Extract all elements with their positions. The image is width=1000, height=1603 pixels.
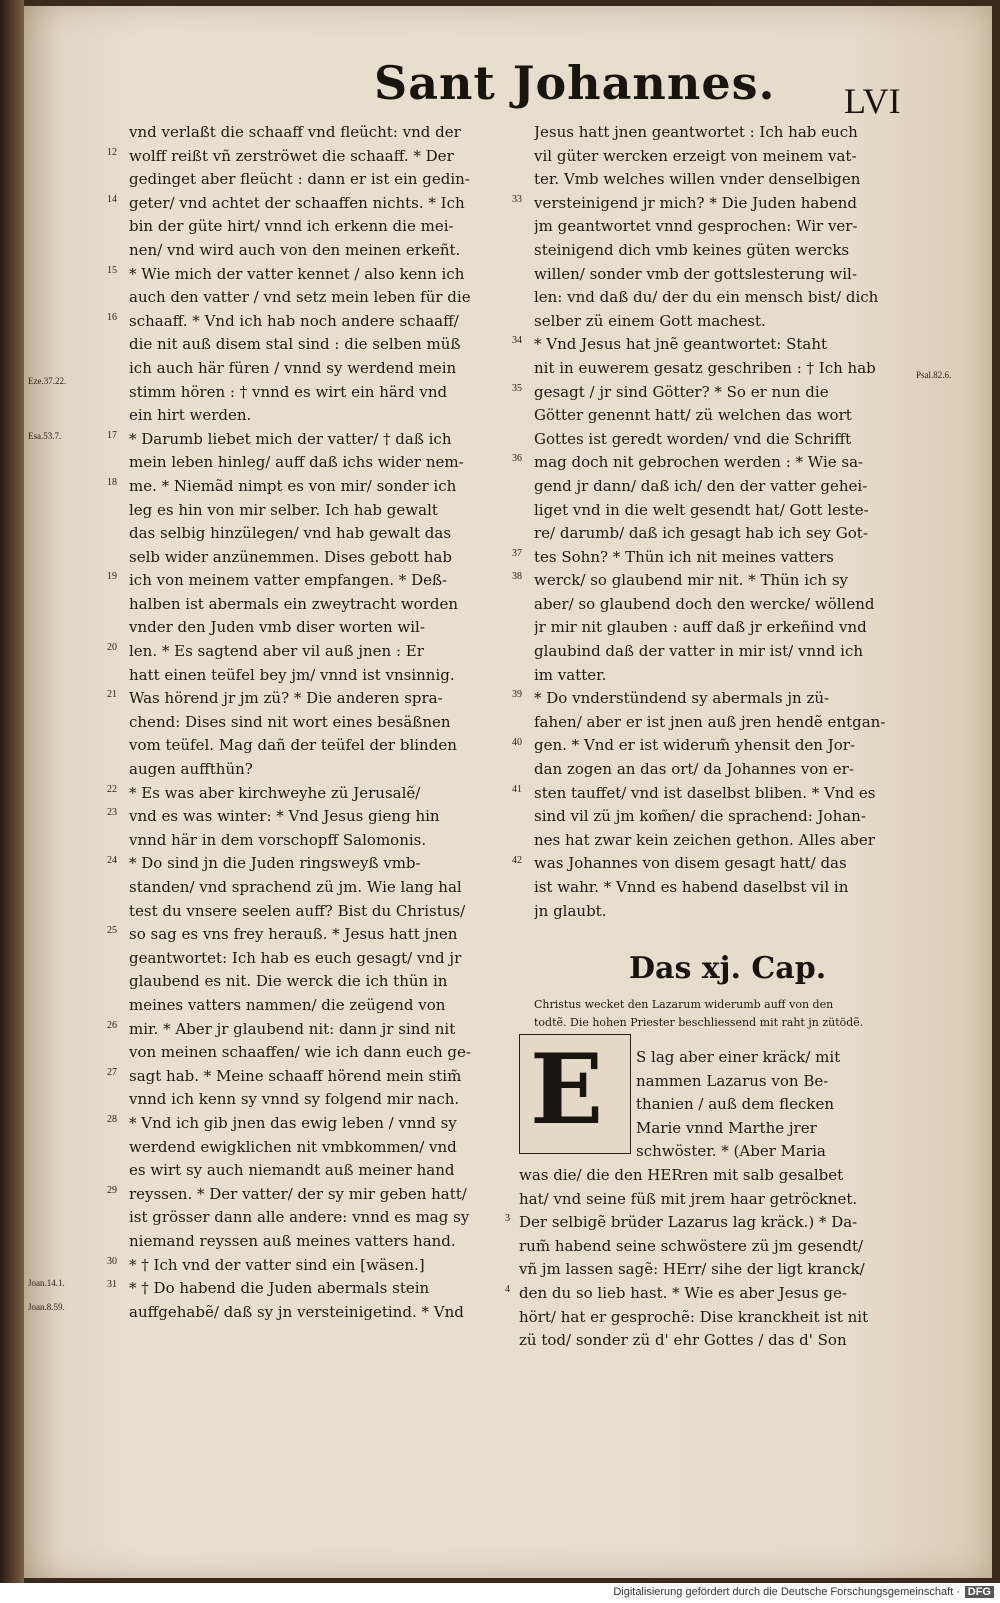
text-line: vnd es was winter: * Vnd Jesus gieng hin (129, 807, 440, 826)
text-line: stimm hören : † vnnd es wirt ein härd vnd (129, 382, 448, 401)
verse-number: 41 (512, 783, 522, 795)
margin-reference: Esa.53.7. (28, 431, 62, 441)
text-line: gend jr dann/ daß ich/ den der vatter gehei- (534, 476, 868, 495)
text-line: vnnd här in dem vorschopff Salomonis. (129, 830, 427, 849)
text-line: rum̃ habend seine schwöstere zü jm gesendt/ (519, 1236, 864, 1255)
running-title: Sant Johannes. (374, 56, 776, 110)
verse-number: 3 (505, 1213, 510, 1225)
verse-number: 36 (512, 453, 522, 465)
text-line: ist grösser dann alle andere: vnnd es mag sy (129, 1208, 470, 1227)
text-line: geter/ vnd achtet der schaaffen nichts. * Ich (129, 193, 465, 212)
text-line: hört/ hat er gesprochẽ: Dise kranckheit ist nit (519, 1307, 869, 1326)
text-line: niemand reyssen auß meines vatters hand. (129, 1231, 456, 1250)
chapter-summary-line: todtẽ. Die hohen Priester beschliessend mit raht jn zütödẽ. (534, 1016, 864, 1029)
text-line: werdend ewigklichen nit vmbkommen/ vnd (129, 1137, 457, 1156)
text-line: vñ jm lassen sagẽ: HErr/ sihe der ligt kranck/ (519, 1260, 865, 1279)
text-line: nen/ vnd wird auch von den meinen erkeñt. (129, 240, 461, 259)
text-line: ich von meinem vatter empfangen. * Deß- (129, 571, 448, 590)
text-line: glaubend es nit. Die werck die ich thün in (129, 972, 448, 991)
verse-number: 40 (512, 736, 522, 748)
folio-number: LVI (844, 81, 901, 121)
text-line: ter. Vmb welches willen vnder denselbigen (534, 170, 861, 189)
text-line: standen/ vnd sprachend zü jm. Wie lang hal (129, 878, 462, 896)
text-line: hatt einen teüfel bey jm/ vnnd ist vnsinnig. (129, 665, 455, 684)
chapter-summary (534, 996, 909, 1032)
text-line: Götter genennt hatt/ zü welchen das wort (534, 406, 852, 425)
text-line: jr mir nit glauben : auff daß jr erkeñind vnd (534, 618, 867, 637)
verse-number: 14 (107, 193, 117, 205)
text-line: nammen Lazarus von Be- (636, 1071, 829, 1090)
text-line: me. * Niemãd nimpt es von mir/ sonder ich (129, 476, 457, 495)
text-line: was Johannes von disem gesagt hatt/ das (534, 854, 847, 873)
text-line: vom teüfel. Mag dañ der teüfel der blinden (129, 736, 457, 755)
text-line: meines vatters nammen/ die zeügend von (129, 995, 446, 1014)
text-line: den du so lieb hast. * Wie es aber Jesus ge- (519, 1283, 847, 1302)
text-line: so sag es vns frey herauß. * Jesus hatt jnen (129, 925, 458, 944)
text-line: * † Ich vnd der vatter sind ein [wäsen.] (129, 1255, 425, 1274)
text-line: vnnd ich kenn sy vnnd sy folgend mir nach. (129, 1090, 460, 1109)
text-line: Jesus hatt jnen geantwortet : Ich hab euch (534, 123, 858, 141)
text-line: Was hörend jr jm zü? * Die anderen spra- (129, 689, 443, 708)
text-line: gen. * Vnd er ist widerum̃ yhensit den Jor- (534, 736, 856, 755)
text-line: das selbig hinzülegen/ vnd hab gewalt das (129, 524, 452, 543)
margin-reference: Psal.82.6. (916, 370, 952, 380)
text-line: auffgehabẽ/ daß sy jn versteinigetind. * Vnd (129, 1302, 464, 1321)
verse-number: 23 (107, 807, 117, 819)
text-line: im vatter. (534, 665, 607, 684)
text-line: liget vnd in die welt gesendt hat/ Gott leste- (534, 500, 869, 519)
dfg-logo: DFG (965, 1586, 994, 1598)
text-line: sagt hab. * Meine schaaff hörend mein stim̃ (129, 1066, 462, 1085)
text-line: jm geantwortet vnnd gesprochen: Wir ver- (534, 217, 858, 236)
verse-number: 30 (107, 1255, 117, 1267)
verse-number: 19 (107, 571, 117, 583)
text-line: es wirt sy auch niemandt auß meiner hand (129, 1161, 455, 1180)
text-line: die nit auß disem stal sind : die selben müß (129, 335, 461, 354)
text-line: auch den vatter / vnd setz mein leben für die (129, 288, 471, 307)
text-line: schwöster. * (Aber Maria (636, 1142, 826, 1161)
text-line: mag doch nit gebrochen werden : * Wie sa- (534, 453, 864, 472)
digitization-footer (0, 1583, 1000, 1603)
text-line: vil güter wercken erzeigt von meinem vat- (534, 146, 857, 165)
text-line: len. * Es sagtend aber vil auß jnen : Er (129, 642, 424, 661)
text-line: ein hirt werden. (129, 406, 252, 425)
text-line: fahen/ aber er ist jnen auß jren hendẽ entgan- (534, 712, 886, 731)
verse-number: 35 (512, 382, 522, 394)
text-line: mir. * Aber jr glaubend nit: dann jr sind nit (129, 1019, 456, 1038)
text-line: leg es hin von mir selber. Ich hab gewalt (129, 500, 438, 519)
text-line: nit in euwerem gesatz geschriben : † Ich hab (534, 358, 876, 377)
chapter-summary-line: Christus wecket den Lazarum widerumb auff von den (534, 998, 834, 1011)
verse-number: 33 (512, 193, 522, 205)
text-line: * Do vnderstündend sy abermals jn zü- (534, 689, 830, 708)
chapter-opening-lines (636, 1046, 906, 1164)
margin-reference: Joan.14.1. (28, 1278, 65, 1288)
text-line: bin der güte hirt/ vnnd ich erkenn die mei- (129, 217, 454, 236)
verse-number: 34 (512, 335, 522, 347)
text-line: aber/ so glaubend doch den wercke/ wöllend (534, 594, 875, 613)
text-line: thanien / auß dem flecken (636, 1095, 834, 1114)
verse-number: 12 (107, 146, 117, 158)
verse-number: 4 (505, 1284, 510, 1295)
text-line: sind vil zü jm kom̃en/ die sprachend: Johan- (534, 807, 866, 826)
text-line: gedinget aber fleücht : dann er ist ein gedin- (129, 170, 470, 189)
verse-number: 42 (512, 854, 522, 866)
chapter-body-lines (505, 1164, 904, 1353)
text-line: vnd verlaßt die schaaff vnd fleücht: vnd der (129, 123, 461, 141)
verse-number: 17 (107, 429, 117, 441)
verse-number: 15 (107, 264, 117, 276)
text-line: augen auffthün? (129, 760, 253, 779)
verse-number: 38 (512, 571, 522, 583)
text-line: halben ist abermals ein zweytracht worden (129, 594, 458, 613)
text-line: geantwortet: Ich hab es euch gesagt/ vnd jr (129, 948, 462, 967)
footer-credit: Digitalisierung gefördert durch die Deutsche Forschungsgemeinschaft · (613, 1586, 960, 1598)
initial-letter: E (530, 1033, 604, 1146)
text-line: nes hat zwar kein zeichen gethon. Alles aber (534, 830, 875, 849)
verse-number: 37 (512, 547, 522, 559)
text-line: willen/ sonder vmb der gottslesterung wil- (534, 264, 857, 283)
text-line: dan zogen an das ort/ da Johannes von er- (534, 760, 854, 779)
text-line: glaubind daß der vatter in mir ist/ vnnd ich (534, 642, 864, 661)
text-line: Der selbigẽ brüder Lazarus lag kräck.) * Da- (519, 1213, 858, 1232)
text-line: was die/ die den HERren mit salb gesalbet (519, 1166, 844, 1184)
text-line: jn glaubt. (534, 901, 607, 920)
verse-number: 39 (512, 689, 522, 701)
text-line: hat/ vnd seine füß mit jrem haar getröcknet. (519, 1189, 858, 1208)
text-line: vnder den Juden vmb diser worten wil- (129, 618, 425, 637)
verse-number: 27 (107, 1067, 117, 1078)
text-line: werck/ so glaubend mir nit. * Thün ich sy (534, 571, 849, 590)
text-line: * Darumb liebet mich der vatter/ † daß ich (129, 429, 452, 448)
text-line: wolff reißt vñ zerströwet die schaaff. * Der (129, 146, 454, 165)
left-text-column (107, 121, 504, 1324)
margin-reference: Joan.8.59. (28, 1302, 65, 1312)
right-text-column (512, 121, 904, 923)
text-line: mein leben hinleg/ auff daß ichs wider nem- (129, 453, 464, 472)
text-line: reyssen. * Der vatter/ der sy mir geben hatt/ (129, 1184, 467, 1203)
text-line: ich auch här füren / vnnd sy werdend mein (129, 358, 457, 377)
book-binding-edge (0, 0, 24, 1583)
text-line: * Vnd Jesus hat jnẽ geantwortet: Staht (534, 335, 828, 354)
verse-number: 29 (107, 1185, 117, 1196)
text-line: S lag aber einer kräck/ mit (636, 1048, 841, 1066)
text-line: selb wider anzünemmen. Dises gebott hab (129, 547, 453, 566)
text-line: tes Sohn? * Thün ich nit meines vatters (534, 547, 834, 566)
text-line: von meinen schaaffen/ wie ich dann euch ge- (129, 1043, 471, 1062)
text-line: versteinigend jr mich? * Die Juden habend (534, 193, 858, 212)
verse-number: 20 (107, 642, 117, 654)
text-line: * Do sind jn die Juden ringsweyß vmb- (129, 854, 421, 873)
text-line: chend: Dises sind nit wort eines besäßnen (129, 712, 451, 731)
text-line: zü tod/ sonder zü d' ehr Gottes / das d' Son (519, 1331, 847, 1350)
text-line: sten tauffet/ vnd ist daselbst bliben. * Vnd es (534, 783, 876, 802)
verse-number: 21 (107, 689, 117, 701)
margin-reference: Eze.37.22. (28, 376, 67, 386)
text-line: * Es was aber kirchweyhe zü Jerusalẽ/ (129, 783, 421, 802)
text-line: re/ darumb/ daß ich gesagt hab ich sey Got- (534, 524, 868, 543)
text-line: steinigend dich vmb keines güten wercks (534, 240, 850, 259)
verse-number: 18 (107, 477, 117, 488)
text-line: len: vnd daß du/ der du ein mensch bist/ dich (534, 288, 879, 307)
text-line: Marie vnnd Marthe jrer (636, 1118, 817, 1137)
verse-number: 28 (107, 1114, 117, 1126)
text-line: * † Do habend die Juden abermals stein (129, 1279, 430, 1298)
verse-number: 26 (107, 1019, 117, 1031)
verse-number: 16 (107, 311, 117, 323)
text-line: * Wie mich der vatter kennet / also kenn ich (129, 264, 465, 283)
verse-number: 31 (107, 1279, 117, 1291)
text-line: Gottes ist geredt worden/ vnd die Schrifft (534, 429, 852, 448)
verse-number: 24 (107, 854, 117, 866)
decorated-initial (519, 1034, 631, 1154)
text-line: schaaff. * Vnd ich hab noch andere schaaff/ (129, 311, 459, 330)
text-line: selber zü einem Gott machest. (534, 311, 766, 330)
chapter-heading: Das xj. Cap. (629, 951, 827, 986)
text-line: gesagt / jr sind Götter? * So er nun die (534, 382, 829, 401)
text-line: ist wahr. * Vnnd es habend daselbst vil in (534, 878, 849, 896)
verse-number: 25 (107, 925, 117, 937)
verse-number: 22 (107, 783, 117, 795)
text-line: * Vnd ich gib jnen das ewig leben / vnnd sy (129, 1113, 457, 1132)
text-line: test du vnsere seelen auff? Bist du Christus/ (129, 901, 466, 920)
book-page (24, 6, 992, 1578)
